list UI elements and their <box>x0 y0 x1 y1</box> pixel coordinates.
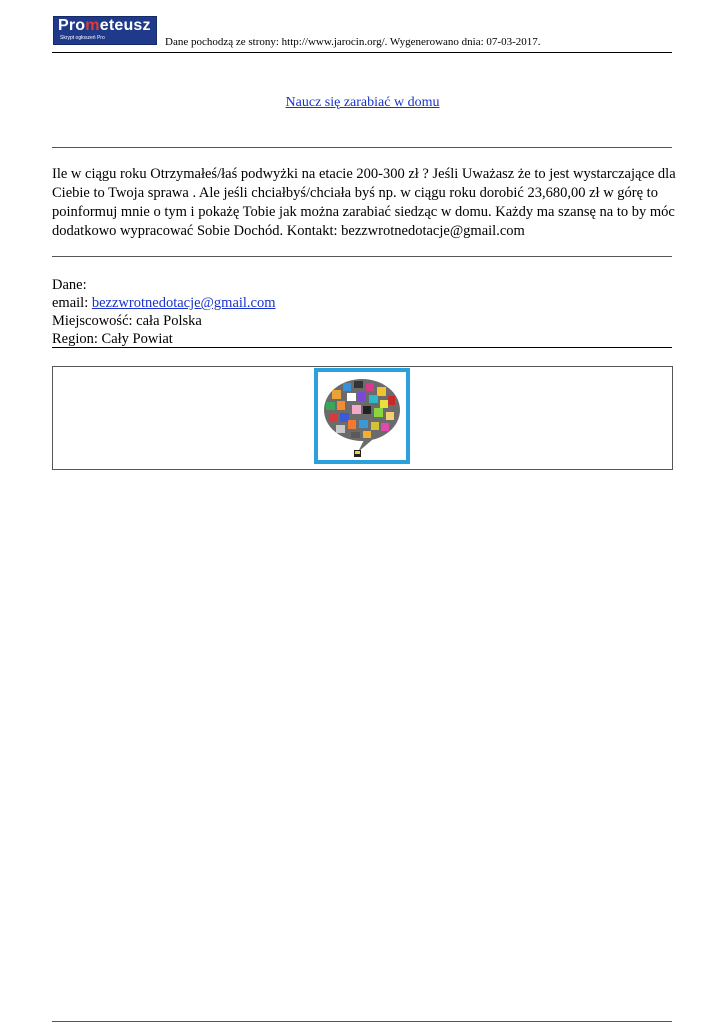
ad-title <box>0 94 725 111</box>
details-region-row <box>52 330 276 348</box>
city-value: cała Polska <box>136 313 202 329</box>
ad-image-box <box>52 366 673 470</box>
ad-description: Ile w ciągu roku Otrzymałeś/łaś podwyżki na etacie 200-300 zł ? Jeśli Uważasz że to jest wystarczające dla Ciebie to Twoja sprawa . Ale jeśli chciałbyś/chciała byś np. w ciągu roku dorobić 23,680,00 zł w górę to poinformuj mnie o tym i pokażę Tobie jak można zarabiać siedząc w domu. Każdy ma szansę na to by móc dodatkowo wypracować Sobie Dochód. Kontakt: bezzwrotnedotacje@gmail.com <box>52 166 676 239</box>
speech-bubble-collage-icon <box>314 368 410 464</box>
logo-wordmark: Prometeusz <box>58 17 151 34</box>
footer-divider <box>52 1021 672 1022</box>
ad-details <box>52 276 276 348</box>
details-heading: Dane: <box>52 277 87 293</box>
prometeusz-logo <box>53 16 157 45</box>
header-divider <box>52 52 672 53</box>
email-link[interactable]: bezzwrotnedotacje@gmail.com <box>91 295 276 311</box>
title-divider <box>52 147 672 148</box>
details-email-row <box>52 294 276 312</box>
source-line: Dane pochodzą ze strony: http://www.jarocin.org/. Wygenerowano dnia: 07-03-2017. <box>165 36 541 48</box>
region-value: Cały Powiat <box>101 331 173 347</box>
city-label: Miejscowość: <box>52 313 137 329</box>
ad-title-link[interactable]: Naucz się zarabiać w domu <box>285 95 440 110</box>
ad-image-thumbnail[interactable] <box>314 368 410 464</box>
region-label: Region: <box>52 331 102 347</box>
details-divider <box>52 347 672 348</box>
logo-tagline: Skrypt ogłoszeń Pro <box>60 35 105 41</box>
details-city-row <box>52 312 276 330</box>
description-divider <box>52 256 672 257</box>
email-label: email: <box>52 295 92 311</box>
